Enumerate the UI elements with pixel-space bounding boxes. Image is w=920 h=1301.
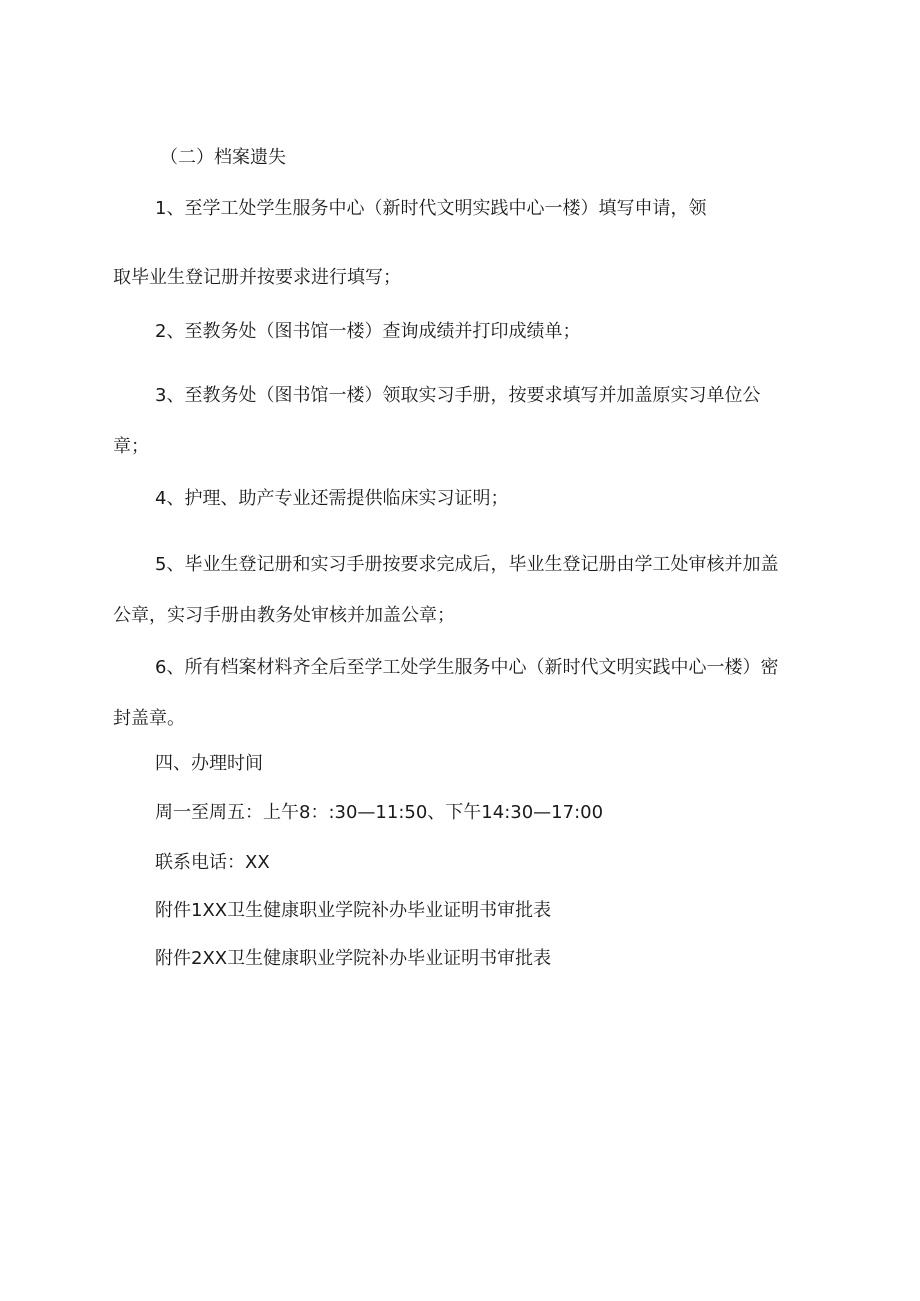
step-6-line-1: 6、所有档案材料齐全后至学工处学生服务中心（新时代文明实践中心一楼）密 <box>155 657 779 678</box>
step-6-line-2: 封盖章。 <box>113 708 185 729</box>
step-3-line-1: 3、至教务处（图书馆一楼）领取实习手册，按要求填写并加盖原实习单位公 <box>155 385 761 406</box>
contact-text: 联系电话：XX <box>155 852 270 873</box>
step-2: 2、至教务处（图书馆一楼）查询成绩并打印成绩单； <box>155 321 581 342</box>
step-5-line-2: 公章，实习手册由教务处审核并加盖公章； <box>113 605 455 626</box>
step-4: 4、护理、助产专业还需提供临床实习证明； <box>155 488 509 509</box>
step-1-line-1: 1、至学工处学生服务中心（新时代文明实践中心一楼）填写申请，领 <box>155 198 707 219</box>
step-5-line-1: 5、毕业生登记册和实习手册按要求完成后，毕业生登记册由学工处审核并加盖 <box>155 554 779 575</box>
attachment-2: 附件2XX卫生健康职业学院补办毕业证明书审批表 <box>155 948 552 969</box>
hours-heading: 四、办理时间 <box>155 753 263 774</box>
step-3-line-2: 章； <box>113 436 149 457</box>
section-heading: （二）档案遗失 <box>160 147 286 168</box>
step-1-line-2: 取毕业生登记册并按要求进行填写； <box>113 267 401 288</box>
hours-text: 周一至周五：上午8：:30—11:50、下午14:30—17:00 <box>155 802 604 823</box>
attachment-1: 附件1XX卫生健康职业学院补办毕业证明书审批表 <box>155 900 552 921</box>
